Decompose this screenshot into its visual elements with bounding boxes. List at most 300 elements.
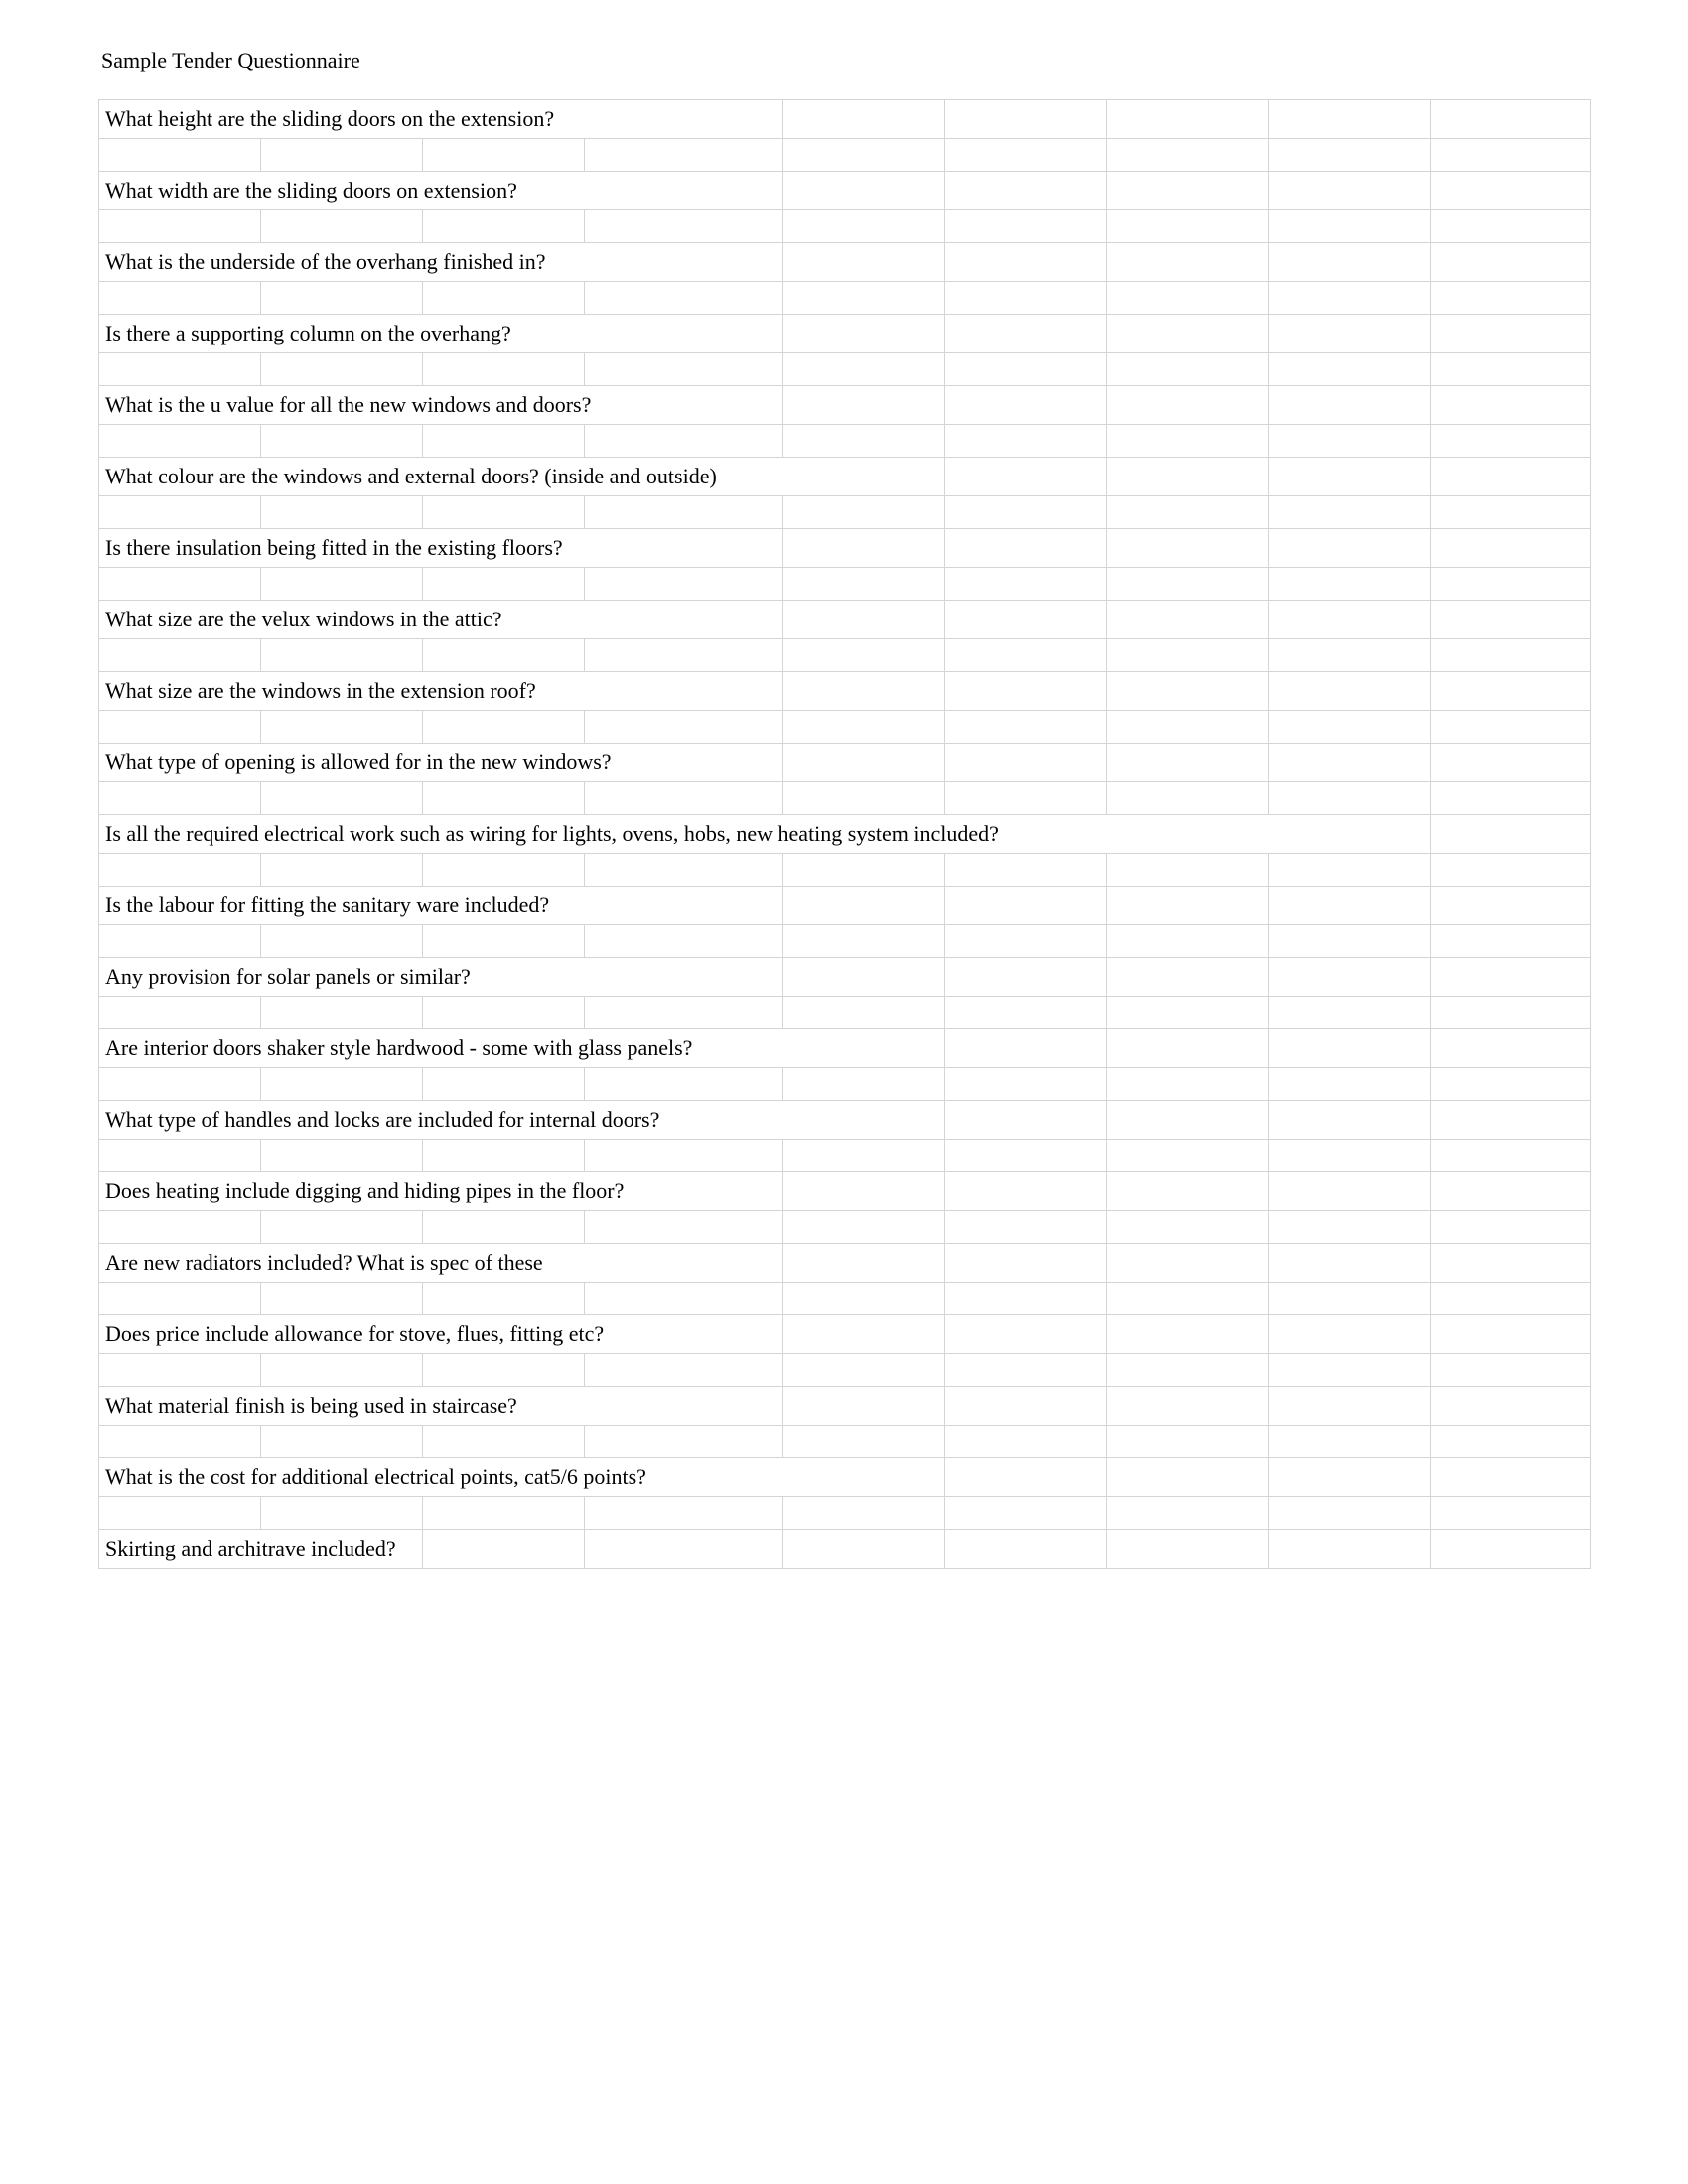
empty-cell[interactable] (783, 639, 945, 672)
empty-cell[interactable] (945, 639, 1107, 672)
answer-cell[interactable] (945, 1172, 1107, 1211)
empty-cell[interactable] (945, 425, 1107, 458)
empty-cell[interactable] (945, 139, 1107, 172)
answer-cell[interactable] (1269, 887, 1431, 925)
question-cell[interactable] (99, 100, 783, 139)
answer-cell[interactable] (1107, 243, 1269, 282)
answer-cell[interactable] (1107, 529, 1269, 568)
answer-cell[interactable] (783, 243, 945, 282)
empty-cell[interactable] (1107, 1140, 1269, 1172)
empty-cell[interactable] (261, 782, 423, 815)
empty-cell[interactable] (423, 854, 585, 887)
empty-cell[interactable] (423, 1211, 585, 1244)
empty-cell[interactable] (99, 1283, 261, 1315)
empty-cell[interactable] (783, 1211, 945, 1244)
answer-cell[interactable] (1107, 1315, 1269, 1354)
empty-cell[interactable] (1431, 139, 1591, 172)
empty-cell[interactable] (945, 1354, 1107, 1387)
question-cell[interactable] (99, 672, 783, 711)
answer-cell[interactable] (1269, 1101, 1431, 1140)
empty-cell[interactable] (1269, 568, 1431, 601)
answer-cell[interactable] (1107, 458, 1269, 496)
empty-cell[interactable] (261, 568, 423, 601)
empty-cell[interactable] (1107, 568, 1269, 601)
answer-cell[interactable] (1269, 172, 1431, 210)
empty-cell[interactable] (99, 496, 261, 529)
answer-cell[interactable] (783, 386, 945, 425)
answer-cell[interactable] (1107, 100, 1269, 139)
empty-cell[interactable] (585, 711, 783, 744)
empty-cell[interactable] (1431, 1497, 1591, 1530)
answer-cell[interactable] (1269, 1458, 1431, 1497)
answer-cell[interactable] (1431, 744, 1591, 782)
answer-cell[interactable] (783, 172, 945, 210)
empty-cell[interactable] (261, 139, 423, 172)
empty-cell[interactable] (783, 1140, 945, 1172)
empty-cell[interactable] (585, 496, 783, 529)
answer-cell[interactable] (783, 1244, 945, 1283)
answer-cell[interactable] (1107, 1172, 1269, 1211)
empty-cell[interactable] (423, 139, 585, 172)
empty-cell[interactable] (423, 1140, 585, 1172)
answer-cell[interactable] (945, 1315, 1107, 1354)
answer-cell[interactable] (945, 100, 1107, 139)
empty-cell[interactable] (1269, 1497, 1431, 1530)
empty-cell[interactable] (1431, 782, 1591, 815)
empty-cell[interactable] (423, 282, 585, 315)
answer-cell[interactable] (1269, 672, 1431, 711)
empty-cell[interactable] (945, 282, 1107, 315)
empty-cell[interactable] (261, 210, 423, 243)
answer-cell[interactable] (1107, 1244, 1269, 1283)
empty-cell[interactable] (1431, 568, 1591, 601)
answer-cell[interactable] (1431, 1315, 1591, 1354)
answer-cell[interactable] (945, 672, 1107, 711)
empty-cell[interactable] (261, 1283, 423, 1315)
empty-cell[interactable] (1431, 639, 1591, 672)
answer-cell[interactable] (945, 1458, 1107, 1497)
empty-cell[interactable] (1269, 854, 1431, 887)
empty-cell[interactable] (1269, 139, 1431, 172)
empty-cell[interactable] (945, 1068, 1107, 1101)
empty-cell[interactable] (423, 997, 585, 1029)
empty-cell[interactable] (585, 568, 783, 601)
answer-cell[interactable] (1269, 100, 1431, 139)
empty-cell[interactable] (1431, 1068, 1591, 1101)
empty-cell[interactable] (945, 854, 1107, 887)
answer-cell[interactable] (1107, 386, 1269, 425)
answer-cell[interactable] (1269, 315, 1431, 353)
empty-cell[interactable] (99, 282, 261, 315)
answer-cell[interactable] (945, 887, 1107, 925)
empty-cell[interactable] (585, 139, 783, 172)
answer-cell[interactable] (1431, 815, 1591, 854)
question-cell[interactable] (99, 744, 783, 782)
empty-cell[interactable] (1269, 1283, 1431, 1315)
empty-cell[interactable] (1107, 782, 1269, 815)
answer-cell[interactable] (1107, 315, 1269, 353)
answer-cell[interactable] (1431, 672, 1591, 711)
empty-cell[interactable] (585, 782, 783, 815)
empty-cell[interactable] (1269, 1354, 1431, 1387)
empty-cell[interactable] (945, 210, 1107, 243)
empty-cell[interactable] (99, 1426, 261, 1458)
answer-cell[interactable] (945, 1530, 1107, 1569)
empty-cell[interactable] (1107, 711, 1269, 744)
answer-cell[interactable] (783, 1530, 945, 1569)
empty-cell[interactable] (1431, 1140, 1591, 1172)
empty-cell[interactable] (99, 1354, 261, 1387)
answer-cell[interactable] (783, 1387, 945, 1426)
empty-cell[interactable] (261, 925, 423, 958)
empty-cell[interactable] (423, 1426, 585, 1458)
empty-cell[interactable] (585, 1426, 783, 1458)
empty-cell[interactable] (423, 1068, 585, 1101)
answer-cell[interactable] (1107, 1458, 1269, 1497)
empty-cell[interactable] (261, 1068, 423, 1101)
empty-cell[interactable] (585, 353, 783, 386)
empty-cell[interactable] (585, 1068, 783, 1101)
answer-cell[interactable] (945, 1387, 1107, 1426)
empty-cell[interactable] (1269, 925, 1431, 958)
answer-cell[interactable] (1107, 887, 1269, 925)
empty-cell[interactable] (261, 1211, 423, 1244)
empty-cell[interactable] (99, 353, 261, 386)
answer-cell[interactable] (945, 601, 1107, 639)
empty-cell[interactable] (1269, 1426, 1431, 1458)
empty-cell[interactable] (1269, 282, 1431, 315)
answer-cell[interactable] (1431, 243, 1591, 282)
empty-cell[interactable] (1107, 282, 1269, 315)
empty-cell[interactable] (1107, 854, 1269, 887)
empty-cell[interactable] (1107, 1426, 1269, 1458)
empty-cell[interactable] (1269, 210, 1431, 243)
answer-cell[interactable] (945, 529, 1107, 568)
question-cell[interactable] (99, 386, 783, 425)
answer-cell[interactable] (1107, 1029, 1269, 1068)
answer-cell[interactable] (1431, 1101, 1591, 1140)
empty-cell[interactable] (423, 711, 585, 744)
empty-cell[interactable] (423, 425, 585, 458)
empty-cell[interactable] (585, 925, 783, 958)
empty-cell[interactable] (945, 997, 1107, 1029)
answer-cell[interactable] (1107, 1101, 1269, 1140)
empty-cell[interactable] (1431, 1426, 1591, 1458)
answer-cell[interactable] (1431, 315, 1591, 353)
empty-cell[interactable] (1107, 1283, 1269, 1315)
answer-cell[interactable] (1431, 529, 1591, 568)
empty-cell[interactable] (1431, 496, 1591, 529)
answer-cell[interactable] (783, 1172, 945, 1211)
empty-cell[interactable] (1107, 1211, 1269, 1244)
answer-cell[interactable] (945, 243, 1107, 282)
empty-cell[interactable] (1431, 1211, 1591, 1244)
empty-cell[interactable] (585, 425, 783, 458)
answer-cell[interactable] (1431, 386, 1591, 425)
answer-cell[interactable] (783, 315, 945, 353)
empty-cell[interactable] (585, 1354, 783, 1387)
empty-cell[interactable] (423, 1497, 585, 1530)
answer-cell[interactable] (783, 1315, 945, 1354)
empty-cell[interactable] (945, 1140, 1107, 1172)
answer-cell[interactable] (1431, 958, 1591, 997)
answer-cell[interactable] (945, 315, 1107, 353)
empty-cell[interactable] (945, 1211, 1107, 1244)
question-cell[interactable] (99, 243, 783, 282)
empty-cell[interactable] (261, 1497, 423, 1530)
empty-cell[interactable] (261, 425, 423, 458)
answer-cell[interactable] (1269, 1315, 1431, 1354)
answer-cell[interactable] (1107, 672, 1269, 711)
answer-cell[interactable] (1431, 172, 1591, 210)
empty-cell[interactable] (585, 1211, 783, 1244)
answer-cell[interactable] (1431, 1244, 1591, 1283)
empty-cell[interactable] (1107, 353, 1269, 386)
answer-cell[interactable] (1431, 100, 1591, 139)
answer-cell[interactable] (1107, 744, 1269, 782)
question-cell[interactable] (99, 1101, 945, 1140)
answer-cell[interactable] (783, 100, 945, 139)
empty-cell[interactable] (99, 925, 261, 958)
empty-cell[interactable] (423, 210, 585, 243)
answer-cell[interactable] (783, 601, 945, 639)
empty-cell[interactable] (99, 997, 261, 1029)
empty-cell[interactable] (99, 1211, 261, 1244)
empty-cell[interactable] (585, 1140, 783, 1172)
empty-cell[interactable] (423, 1354, 585, 1387)
answer-cell[interactable] (1431, 1530, 1591, 1569)
empty-cell[interactable] (99, 1068, 261, 1101)
question-cell[interactable] (99, 315, 783, 353)
answer-cell[interactable] (1431, 887, 1591, 925)
empty-cell[interactable] (783, 782, 945, 815)
empty-cell[interactable] (99, 139, 261, 172)
empty-cell[interactable] (261, 496, 423, 529)
empty-cell[interactable] (783, 496, 945, 529)
empty-cell[interactable] (783, 1354, 945, 1387)
answer-cell[interactable] (1107, 1387, 1269, 1426)
question-cell[interactable] (99, 1458, 945, 1497)
empty-cell[interactable] (585, 210, 783, 243)
empty-cell[interactable] (945, 925, 1107, 958)
empty-cell[interactable] (1107, 639, 1269, 672)
empty-cell[interactable] (1107, 210, 1269, 243)
answer-cell[interactable] (783, 672, 945, 711)
answer-cell[interactable] (945, 958, 1107, 997)
empty-cell[interactable] (1431, 997, 1591, 1029)
empty-cell[interactable] (585, 282, 783, 315)
empty-cell[interactable] (1269, 496, 1431, 529)
empty-cell[interactable] (261, 1426, 423, 1458)
question-cell[interactable] (99, 172, 783, 210)
empty-cell[interactable] (1269, 711, 1431, 744)
empty-cell[interactable] (1107, 925, 1269, 958)
question-cell[interactable] (99, 1029, 945, 1068)
empty-cell[interactable] (99, 210, 261, 243)
empty-cell[interactable] (945, 1283, 1107, 1315)
empty-cell[interactable] (945, 711, 1107, 744)
empty-cell[interactable] (261, 639, 423, 672)
answer-cell[interactable] (945, 386, 1107, 425)
empty-cell[interactable] (423, 639, 585, 672)
question-cell[interactable] (99, 815, 1431, 854)
answer-cell[interactable] (1431, 1172, 1591, 1211)
answer-cell[interactable] (945, 1101, 1107, 1140)
empty-cell[interactable] (585, 1283, 783, 1315)
empty-cell[interactable] (783, 1426, 945, 1458)
answer-cell[interactable] (1269, 1029, 1431, 1068)
empty-cell[interactable] (1269, 1211, 1431, 1244)
empty-cell[interactable] (1431, 711, 1591, 744)
answer-cell[interactable] (783, 887, 945, 925)
question-cell[interactable] (99, 458, 945, 496)
empty-cell[interactable] (1269, 997, 1431, 1029)
empty-cell[interactable] (1107, 425, 1269, 458)
answer-cell[interactable] (1269, 958, 1431, 997)
empty-cell[interactable] (261, 353, 423, 386)
answer-cell[interactable] (1269, 1244, 1431, 1283)
empty-cell[interactable] (585, 639, 783, 672)
empty-cell[interactable] (261, 711, 423, 744)
empty-cell[interactable] (261, 854, 423, 887)
empty-cell[interactable] (1431, 925, 1591, 958)
empty-cell[interactable] (585, 1497, 783, 1530)
answer-cell[interactable] (1431, 601, 1591, 639)
empty-cell[interactable] (99, 854, 261, 887)
empty-cell[interactable] (1431, 353, 1591, 386)
empty-cell[interactable] (99, 568, 261, 601)
empty-cell[interactable] (783, 925, 945, 958)
empty-cell[interactable] (783, 997, 945, 1029)
empty-cell[interactable] (1269, 353, 1431, 386)
answer-cell[interactable] (1269, 243, 1431, 282)
empty-cell[interactable] (261, 997, 423, 1029)
answer-cell[interactable] (783, 529, 945, 568)
empty-cell[interactable] (1269, 782, 1431, 815)
answer-cell[interactable] (1269, 529, 1431, 568)
empty-cell[interactable] (261, 1140, 423, 1172)
empty-cell[interactable] (783, 854, 945, 887)
empty-cell[interactable] (1107, 1068, 1269, 1101)
empty-cell[interactable] (585, 854, 783, 887)
question-cell[interactable] (99, 1530, 423, 1569)
answer-cell[interactable] (1107, 1530, 1269, 1569)
empty-cell[interactable] (1431, 425, 1591, 458)
empty-cell[interactable] (945, 353, 1107, 386)
empty-cell[interactable] (783, 1283, 945, 1315)
empty-cell[interactable] (783, 353, 945, 386)
empty-cell[interactable] (783, 568, 945, 601)
answer-cell[interactable] (1269, 1172, 1431, 1211)
empty-cell[interactable] (99, 1140, 261, 1172)
empty-cell[interactable] (945, 568, 1107, 601)
empty-cell[interactable] (783, 139, 945, 172)
answer-cell[interactable] (1107, 601, 1269, 639)
question-cell[interactable] (99, 1315, 783, 1354)
empty-cell[interactable] (783, 1068, 945, 1101)
empty-cell[interactable] (99, 425, 261, 458)
empty-cell[interactable] (1269, 1068, 1431, 1101)
answer-cell[interactable] (783, 744, 945, 782)
question-cell[interactable] (99, 1172, 783, 1211)
empty-cell[interactable] (1107, 1354, 1269, 1387)
empty-cell[interactable] (1431, 854, 1591, 887)
answer-cell[interactable] (1107, 958, 1269, 997)
empty-cell[interactable] (1269, 425, 1431, 458)
question-cell[interactable] (99, 529, 783, 568)
empty-cell[interactable] (99, 782, 261, 815)
empty-cell[interactable] (1269, 639, 1431, 672)
empty-cell[interactable] (1107, 1497, 1269, 1530)
answer-cell[interactable] (1431, 1458, 1591, 1497)
answer-cell[interactable] (945, 1029, 1107, 1068)
answer-cell[interactable] (1107, 172, 1269, 210)
empty-cell[interactable] (783, 711, 945, 744)
answer-cell[interactable] (1269, 386, 1431, 425)
answer-cell[interactable] (945, 744, 1107, 782)
answer-cell[interactable] (783, 958, 945, 997)
empty-cell[interactable] (423, 925, 585, 958)
empty-cell[interactable] (423, 496, 585, 529)
empty-cell[interactable] (1107, 139, 1269, 172)
question-cell[interactable] (99, 887, 783, 925)
answer-cell[interactable] (945, 172, 1107, 210)
answer-cell[interactable] (945, 458, 1107, 496)
answer-cell[interactable] (1431, 1029, 1591, 1068)
empty-cell[interactable] (423, 782, 585, 815)
empty-cell[interactable] (783, 210, 945, 243)
question-cell[interactable] (99, 958, 783, 997)
empty-cell[interactable] (423, 353, 585, 386)
question-cell[interactable] (99, 1387, 783, 1426)
empty-cell[interactable] (945, 1426, 1107, 1458)
answer-cell[interactable] (945, 1244, 1107, 1283)
empty-cell[interactable] (783, 1497, 945, 1530)
answer-cell[interactable] (423, 1530, 585, 1569)
empty-cell[interactable] (1107, 997, 1269, 1029)
empty-cell[interactable] (1431, 1283, 1591, 1315)
answer-cell[interactable] (1269, 1530, 1431, 1569)
empty-cell[interactable] (945, 1497, 1107, 1530)
empty-cell[interactable] (1431, 1354, 1591, 1387)
empty-cell[interactable] (1107, 496, 1269, 529)
empty-cell[interactable] (99, 639, 261, 672)
question-cell[interactable] (99, 1244, 783, 1283)
empty-cell[interactable] (945, 496, 1107, 529)
question-cell[interactable] (99, 601, 783, 639)
empty-cell[interactable] (99, 1497, 261, 1530)
empty-cell[interactable] (261, 282, 423, 315)
empty-cell[interactable] (99, 711, 261, 744)
empty-cell[interactable] (945, 782, 1107, 815)
empty-cell[interactable] (585, 997, 783, 1029)
empty-cell[interactable] (1269, 1140, 1431, 1172)
answer-cell[interactable] (1269, 1387, 1431, 1426)
empty-cell[interactable] (423, 568, 585, 601)
answer-cell[interactable] (585, 1530, 783, 1569)
empty-cell[interactable] (783, 282, 945, 315)
answer-cell[interactable] (1269, 601, 1431, 639)
answer-cell[interactable] (1269, 458, 1431, 496)
empty-cell[interactable] (783, 425, 945, 458)
empty-cell[interactable] (423, 1283, 585, 1315)
answer-cell[interactable] (1269, 744, 1431, 782)
empty-cell[interactable] (261, 1354, 423, 1387)
empty-cell[interactable] (1431, 282, 1591, 315)
answer-cell[interactable] (1431, 458, 1591, 496)
empty-cell[interactable] (1431, 210, 1591, 243)
answer-cell[interactable] (1431, 1387, 1591, 1426)
